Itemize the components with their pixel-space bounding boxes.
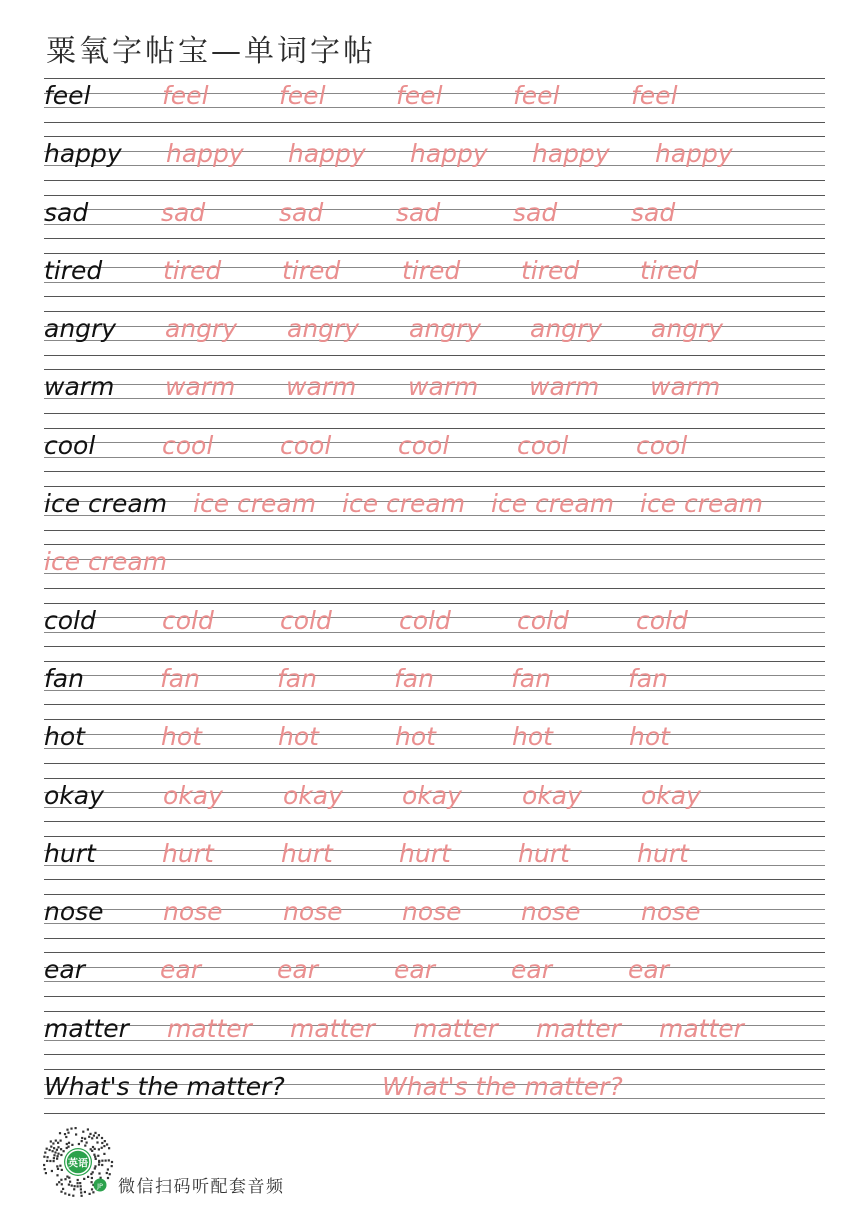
- trace-word: fan: [394, 663, 434, 693]
- model-word: fan: [44, 663, 84, 693]
- trace-word: feel: [631, 81, 678, 110]
- guide-line: [44, 879, 825, 880]
- guide-line: [44, 122, 825, 123]
- trace-word: cold: [280, 605, 332, 635]
- model-word: feel: [44, 81, 91, 110]
- trace-word: ice cream: [193, 489, 317, 519]
- trace-word: ice cream: [640, 489, 764, 519]
- trace-word: ice cream: [44, 547, 168, 577]
- trace-word: cold: [636, 605, 688, 635]
- trace-word: tired: [521, 255, 580, 285]
- guide-line: [44, 369, 825, 370]
- guide-line: [44, 1054, 825, 1055]
- model-word: tired: [44, 255, 103, 285]
- badge-text: 英语: [68, 1158, 88, 1170]
- trace-word: okay: [402, 780, 462, 810]
- trace-word: nose: [163, 897, 223, 927]
- practice-row: [44, 828, 825, 886]
- trace-word: hot: [395, 722, 436, 752]
- practice-row: [44, 128, 825, 186]
- practice-row: [44, 245, 825, 303]
- trace-word: angry: [165, 314, 238, 344]
- trace-word: fan: [511, 663, 551, 693]
- guide-line: [44, 646, 825, 647]
- guide-line: [44, 544, 825, 545]
- trace-word: hurt: [518, 838, 570, 868]
- practice-row: [44, 595, 825, 653]
- trace-word: hurt: [399, 838, 451, 868]
- guide-line: [44, 704, 825, 705]
- badge-corner-text: JP: [97, 1182, 103, 1190]
- guide-line: [44, 238, 825, 239]
- practice-row: [44, 770, 825, 828]
- guide-line: [44, 836, 825, 837]
- trace-word: warm: [650, 372, 721, 402]
- trace-word: hot: [629, 722, 670, 752]
- model-word: cool: [44, 430, 96, 460]
- trace-word: cool: [162, 430, 214, 460]
- trace-word: hot: [278, 722, 319, 752]
- guide-line: [44, 471, 825, 472]
- guide-line: [44, 413, 825, 414]
- trace-word: matter: [659, 1013, 744, 1043]
- trace-word: feel: [162, 81, 209, 110]
- practice-row: [44, 944, 825, 1002]
- trace-word: okay: [522, 780, 582, 810]
- model-word: okay: [44, 780, 104, 810]
- trace-word: matter: [536, 1013, 621, 1043]
- guide-line: [44, 428, 825, 429]
- trace-word: nose: [521, 897, 581, 927]
- trace-word: angry: [409, 314, 482, 344]
- trace-word: warm: [408, 372, 479, 402]
- practice-row: [44, 303, 825, 361]
- trace-word: hurt: [637, 838, 689, 868]
- practice-row: [44, 361, 825, 419]
- trace-word: sad: [279, 197, 324, 227]
- practice-row: [44, 70, 825, 128]
- model-word: angry: [44, 314, 117, 344]
- trace-word: hot: [161, 722, 202, 752]
- guide-line: [44, 938, 825, 939]
- trace-word: angry: [530, 314, 603, 344]
- trace-word: cold: [162, 605, 214, 635]
- guide-line: [44, 603, 825, 604]
- trace-word: matter: [167, 1013, 252, 1043]
- model-word: matter: [44, 1013, 129, 1043]
- trace-word: matter: [290, 1013, 375, 1043]
- trace-word: okay: [163, 780, 223, 810]
- practice-row: [44, 1061, 825, 1119]
- trace-word: ice cream: [342, 489, 466, 519]
- practice-row: [44, 420, 825, 478]
- trace-word: nose: [402, 897, 462, 927]
- trace-word: feel: [513, 81, 560, 110]
- trace-word: sad: [513, 197, 558, 227]
- trace-word: ear: [394, 955, 435, 985]
- guide-line: [44, 763, 825, 764]
- practice-row: [44, 536, 825, 594]
- model-word: hurt: [44, 838, 96, 868]
- trace-word: okay: [641, 780, 701, 810]
- guide-line: [44, 530, 825, 531]
- trace-word: ice cream: [491, 489, 615, 519]
- trace-word: cool: [636, 430, 688, 460]
- guide-line: [44, 136, 825, 137]
- model-word: ice cream: [44, 489, 168, 519]
- guide-line: [44, 296, 825, 297]
- trace-word: sad: [631, 197, 676, 227]
- model-word: cold: [44, 605, 96, 635]
- trace-word: warm: [529, 372, 600, 402]
- trace-word: tired: [402, 255, 461, 285]
- trace-word: nose: [641, 897, 701, 927]
- guide-line: [44, 588, 825, 589]
- trace-word: happy: [166, 139, 244, 169]
- guide-line: [44, 253, 825, 254]
- trace-word: hurt: [281, 838, 333, 868]
- trace-word: okay: [283, 780, 343, 810]
- practice-row: [44, 478, 825, 536]
- trace-word: happy: [288, 139, 366, 169]
- practice-row: [44, 711, 825, 769]
- trace-word: ear: [511, 955, 552, 985]
- qr-code-icon[interactable]: [42, 1127, 114, 1203]
- practice-row: [44, 187, 825, 245]
- trace-word: tired: [163, 255, 222, 285]
- trace-word: cool: [280, 430, 332, 460]
- guide-line: [44, 1011, 825, 1012]
- guide-line: [44, 778, 825, 779]
- guide-line: [44, 355, 825, 356]
- trace-word: ear: [160, 955, 201, 985]
- page-title: 粟氧字帖宝—单词字帖: [46, 34, 376, 69]
- guide-line: [44, 195, 825, 196]
- guide-line: [44, 486, 825, 487]
- guide-line: [44, 996, 825, 997]
- model-word: warm: [44, 372, 115, 402]
- practice-row: [44, 1003, 825, 1061]
- model-word: hot: [44, 722, 85, 752]
- guide-line: [44, 821, 825, 822]
- model-word: What's the matter?: [44, 1072, 285, 1102]
- trace-word: ear: [277, 955, 318, 985]
- trace-word: happy: [655, 139, 733, 169]
- trace-word: sad: [396, 197, 441, 227]
- model-word: sad: [44, 197, 89, 227]
- trace-word: sad: [161, 197, 206, 227]
- guide-line: [44, 894, 825, 895]
- trace-word: warm: [286, 372, 357, 402]
- trace-word: cool: [517, 430, 569, 460]
- guide-line: [44, 1069, 825, 1070]
- guide-line: [44, 719, 825, 720]
- guide-line: [44, 78, 825, 79]
- trace-word: cold: [399, 605, 451, 635]
- trace-word: warm: [165, 372, 236, 402]
- trace-word: happy: [410, 139, 488, 169]
- practice-row: [44, 886, 825, 944]
- trace-word: hot: [512, 722, 553, 752]
- trace-word: happy: [532, 139, 610, 169]
- guide-line: [44, 952, 825, 953]
- trace-word: fan: [628, 663, 668, 693]
- trace-word: nose: [283, 897, 343, 927]
- trace-word: fan: [277, 663, 317, 693]
- trace-word: feel: [279, 81, 326, 110]
- guide-line: [44, 1113, 825, 1114]
- model-word: happy: [44, 139, 122, 169]
- trace-word: tired: [640, 255, 699, 285]
- trace-word: angry: [651, 314, 724, 344]
- guide-line: [44, 661, 825, 662]
- trace-word: angry: [287, 314, 360, 344]
- model-word: nose: [44, 897, 104, 927]
- trace-word: tired: [282, 255, 341, 285]
- trace-word: What's the matter?: [382, 1072, 623, 1102]
- guide-line: [44, 311, 825, 312]
- trace-word: ear: [628, 955, 669, 985]
- trace-word: feel: [396, 81, 443, 110]
- practice-sheet: [44, 70, 825, 1119]
- trace-word: hurt: [162, 838, 214, 868]
- model-word: ear: [44, 955, 85, 985]
- practice-row: [44, 653, 825, 711]
- audio-caption: 微信扫码听配套音频: [118, 1177, 285, 1197]
- trace-word: cold: [517, 605, 569, 635]
- trace-word: matter: [413, 1013, 498, 1043]
- guide-line: [44, 180, 825, 181]
- trace-word: cool: [398, 430, 450, 460]
- trace-word: fan: [160, 663, 200, 693]
